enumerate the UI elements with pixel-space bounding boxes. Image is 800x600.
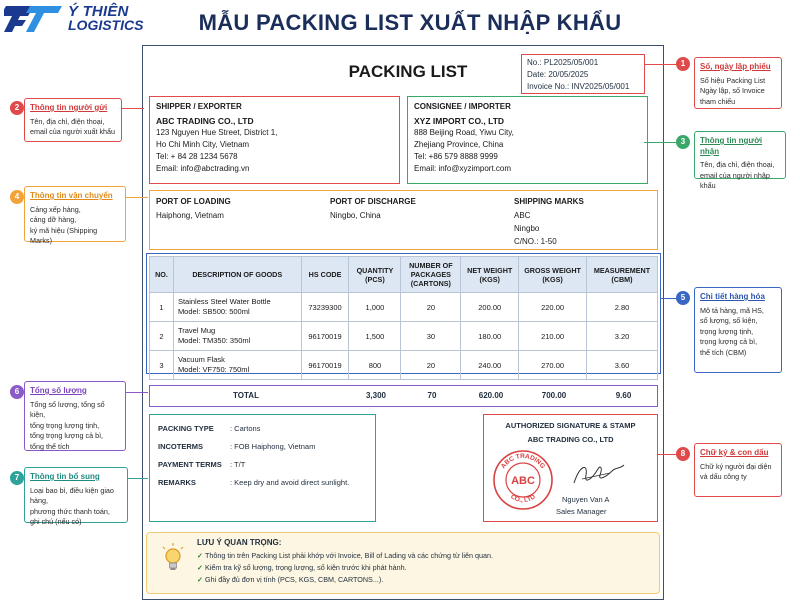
term-payment: [158, 459, 367, 477]
document-number: No.: PL2025/05/001: [527, 58, 599, 67]
cell-description-line-2: Model: VF750: 750ml: [177, 365, 250, 374]
consignee-email: Email: info@xyzimport.com: [414, 164, 512, 173]
shipper-tel: Tel: + 84 28 1234 5678: [156, 152, 238, 161]
logo-mark-icon: [4, 2, 64, 36]
callout-doc-number: [694, 57, 782, 109]
consignee-header: CONSIGNEE / IMPORTER: [414, 102, 511, 111]
callout-text-2: tổng trọng lượng tịnh,: [30, 420, 100, 430]
callout-title: Thông tin người nhận: [700, 136, 763, 156]
term-key: INCOTERMS: [158, 442, 203, 451]
cell-gross-weight: 220.00: [519, 293, 587, 322]
cell-packages: 30: [401, 322, 461, 351]
callout-text-2: và dấu công ty: [700, 472, 747, 481]
term-key: REMARKS: [158, 478, 196, 487]
cell-no: 2: [150, 322, 174, 351]
callout-text-3: tham chiếu: [700, 96, 736, 106]
callout-title: Thông tin người gửi: [30, 103, 108, 112]
col-header-packages: [401, 257, 461, 293]
cell-description-line-2: Model: SB500: 500ml: [177, 307, 250, 316]
consignee-name: XYZ IMPORT CO., LTD: [414, 116, 505, 126]
page-title: MẪU PACKING LIST XUẤT NHẬP KHẨU: [198, 10, 622, 35]
shipper-name: ABC TRADING CO., LTD: [156, 116, 254, 126]
signer-role: Sales Manager: [556, 507, 607, 516]
total-net-weight: 620.00: [478, 391, 504, 400]
callout-text-2: cảng dỡ hàng,: [30, 215, 77, 224]
lightbulb-icon: [161, 543, 185, 573]
callout-number-4: 4: [10, 190, 24, 204]
important-notes-box: [146, 532, 660, 594]
cell-description-line-2: Model: TM350: 350ml: [177, 336, 251, 345]
shipper-header: SHIPPER / EXPORTER: [156, 102, 242, 111]
callout-text-5: thể tích (CBM): [700, 347, 747, 357]
connector-line-2: [122, 108, 144, 109]
callout-additional-info: [24, 467, 128, 526]
callout-text-2: phương thức thanh toán,: [30, 506, 110, 516]
cell-hs-code: 73239300: [301, 293, 349, 322]
col-header-quantity-unit: (PCS): [365, 274, 385, 284]
col-header-gross-weight-unit: (KGS): [542, 274, 563, 284]
cell-quantity: 1,000: [349, 293, 401, 322]
port-of-discharge: [330, 195, 416, 222]
cell-description: [173, 351, 301, 380]
total-label: TOTAL: [233, 391, 259, 400]
callout-text-1: Cảng xếp hàng,: [30, 204, 81, 214]
consignee-box: [407, 96, 648, 184]
document-date: Date: 20/05/2025: [527, 70, 589, 79]
consignee-address-2: Zhejiang Province, China: [414, 140, 504, 149]
additional-info-box: [149, 414, 376, 522]
cell-description-line-1: Travel Mug: [177, 326, 216, 335]
connector-line-1: [644, 64, 678, 65]
total-quantity: 3,300: [365, 391, 387, 400]
svg-text:CO., LTD: CO., LTD: [509, 493, 537, 505]
callout-number-2: 2: [10, 101, 24, 115]
callout-shipper: [24, 98, 122, 142]
col-header-measurement: [586, 257, 657, 293]
shipping-marks-line-2: Ningbo: [514, 224, 540, 233]
col-header-net-weight-unit: (KGS): [479, 274, 500, 284]
term-value: : Cartons: [230, 424, 261, 433]
callout-goods-details: [694, 287, 782, 373]
term-value: : FOB Haiphong, Vietnam: [230, 442, 316, 451]
callout-text-1: Tổng số lượng, tổng số kiện,: [30, 399, 105, 419]
cell-quantity: 800: [349, 351, 401, 380]
table-row: [150, 322, 658, 351]
cell-net-weight: 180.00: [461, 322, 519, 351]
table-header-row: [150, 257, 658, 293]
col-header-packages-label-2: PACKAGES: [410, 270, 451, 279]
cell-hs-code: 96170019: [301, 322, 349, 351]
shipping-marks-line-1: ABC: [514, 211, 531, 220]
callout-text-3: trọng lượng tịnh,: [700, 326, 754, 336]
total-row: [149, 385, 658, 407]
notes-list: [197, 550, 493, 586]
cell-description-line-1: Vacuum Flask: [177, 355, 225, 364]
shipper-address-1: 123 Nguyen Hue Street, District 1,: [156, 128, 278, 137]
callout-number-1: 1: [676, 57, 690, 71]
callout-consignee: [694, 131, 786, 190]
col-header-measurement-label: MEASUREMENT: [593, 265, 651, 275]
port-of-discharge-value: Ningbo, China: [330, 211, 381, 220]
connector-line-3: [644, 142, 678, 143]
term-key: PAYMENT TERMS: [158, 460, 222, 469]
port-of-discharge-header: PORT OF DISCHARGE: [330, 197, 416, 206]
callout-shipping: [24, 186, 126, 245]
document-info-box: [521, 54, 645, 94]
connector-line-6: [126, 392, 148, 393]
col-header-quantity: [349, 257, 401, 293]
signature-box: [483, 414, 658, 522]
callout-text-1: Tên, địa chỉ, điện thoại,: [700, 160, 775, 169]
cell-measurement: 3.20: [586, 322, 657, 351]
col-header-gross-weight-label: GROSS WEIGHT: [524, 265, 581, 275]
term-value: : T/T: [230, 460, 246, 469]
callout-text-1: Mô tả hàng, mã HS,: [700, 305, 764, 315]
signature-header: AUTHORIZED SIGNATURE & STAMP: [505, 421, 636, 430]
callout-number-8: 8: [676, 447, 690, 461]
callout-title: Thông tin bổ sung: [30, 472, 100, 481]
callout-number-5: 5: [676, 291, 690, 305]
callout-text-1: Loại bao bì, điều kiện giao hàng,: [30, 485, 114, 505]
cell-description: [173, 322, 301, 351]
goods-table: [149, 256, 658, 380]
signature-company: ABC TRADING CO., LTD: [527, 435, 614, 444]
callout-text-1: Chữ ký người đại diện: [700, 461, 772, 471]
term-remarks: [158, 477, 367, 495]
connector-line-4: [126, 197, 148, 198]
port-of-loading-header: PORT OF LOADING: [156, 197, 231, 206]
callout-title: Tổng số lượng: [30, 386, 87, 395]
callout-text-4: trọng lượng cả bì,: [700, 337, 758, 346]
term-packing-type: [158, 423, 367, 441]
callout-text-4: tổng thể tích: [30, 441, 70, 451]
callout-text-3: tổng trọng lượng cả bì,: [30, 431, 104, 440]
cell-net-weight: 240.00: [461, 351, 519, 380]
shipper-address-2: Ho Chi Minh City, Vietnam: [156, 140, 250, 149]
cell-description: [173, 293, 301, 322]
total-packages: 70: [427, 391, 437, 400]
connector-line-8: [658, 454, 678, 455]
port-of-loading: [156, 195, 231, 222]
callout-text-3: ký mã hiệu (Shipping Marks): [30, 225, 98, 245]
col-header-net-weight: [461, 257, 519, 293]
cell-no: 1: [150, 293, 174, 322]
callout-title: Thông tin vận chuyển: [30, 191, 113, 200]
port-of-loading-value: Haiphong, Vietnam: [156, 211, 224, 220]
shipper-email: Email: info@abctrading.vn: [156, 164, 250, 173]
list-item: ✓ Ghi đầy đủ đơn vị tính (PCS, KGS, CBM, CARTONS...).: [197, 574, 493, 586]
consignee-tel: Tel: +86 579 8888 9999: [414, 152, 498, 161]
col-header-quantity-label: QUANTITY: [356, 265, 394, 275]
term-incoterms: [158, 441, 367, 459]
cell-hs-code: 96170019: [301, 351, 349, 380]
cell-description-line-1: Stainless Steel Water Bottle: [177, 297, 271, 306]
col-header-description: DESCRIPTION OF GOODS: [173, 257, 301, 293]
callout-text-3: ghi chú (nếu có): [30, 517, 82, 526]
callout-text-1: Số hiệu Packing List: [700, 75, 766, 85]
term-value: : Keep dry and avoid direct sunlight.: [230, 478, 350, 487]
svg-text:ABC: ABC: [511, 475, 535, 487]
cell-packages: 20: [401, 293, 461, 322]
col-header-packages-unit: (CARTONS): [410, 279, 451, 288]
logo-text-line1: Ý THIÊN: [68, 3, 129, 20]
cell-measurement: 3.60: [586, 351, 657, 380]
company-stamp-icon: [492, 449, 554, 511]
list-item: ✓ Kiểm tra kỹ số lượng, trọng lượng, số kiện trước khi phát hành.: [197, 562, 493, 574]
term-key: PACKING TYPE: [158, 424, 214, 433]
document-title: PACKING LIST: [348, 62, 468, 81]
callout-text-2: email của người nhập khẩu: [700, 170, 770, 190]
callout-number-6: 6: [10, 385, 24, 399]
callout-title: Chi tiết hàng hóa: [700, 292, 765, 301]
cell-gross-weight: 210.00: [519, 322, 587, 351]
callout-text-2: số lượng, số kiện,: [700, 316, 758, 325]
shipping-marks-line-3: C/NO.: 1-50: [514, 237, 557, 246]
notes-header: LƯU Ý QUAN TRỌNG:: [197, 538, 282, 547]
col-header-gross-weight: [519, 257, 587, 293]
svg-text:ABC TRADING: ABC TRADING: [499, 452, 547, 471]
signature-scribble-icon: [570, 457, 630, 491]
table-row: [150, 351, 658, 380]
cell-gross-weight: 270.00: [519, 351, 587, 380]
callout-number-7: 7: [10, 471, 24, 485]
logo-text-line2: LOGISTICS: [68, 17, 144, 33]
connector-line-7: [126, 478, 148, 479]
invoice-number: Invoice No.: INV2025/05/001: [527, 82, 630, 91]
callout-signature: [694, 443, 782, 497]
callout-number-3: 3: [676, 135, 690, 149]
packing-list-document: [142, 45, 664, 600]
list-item: ✓ Thông tin trên Packing List phải khớp với Invoice, Bill of Lading và các chứng từ liên quan.: [197, 550, 493, 562]
col-header-packages-label-1: NUMBER OF: [409, 261, 453, 270]
callout-title: Số, ngày lập phiếu: [700, 62, 771, 71]
col-header-no: NO.: [150, 257, 174, 293]
callout-totals: [24, 381, 126, 451]
table-row: [150, 293, 658, 322]
callout-title: Chữ ký & con dấu: [700, 448, 769, 457]
cell-measurement: 2.80: [586, 293, 657, 322]
shipping-marks: [514, 195, 584, 248]
shipper-box: [149, 96, 400, 184]
cell-net-weight: 200.00: [461, 293, 519, 322]
total-measurement: 9.60: [615, 391, 632, 400]
consignee-address-1: 888 Beijing Road, Yiwu City,: [414, 128, 514, 137]
callout-text-1: Tên, địa chỉ, điện thoại,: [30, 116, 105, 126]
total-gross-weight: 700.00: [541, 391, 567, 400]
company-logo: [4, 2, 174, 36]
shipping-info-box: [149, 190, 658, 250]
cell-no: 3: [150, 351, 174, 380]
shipping-marks-header: SHIPPING MARKS: [514, 197, 584, 206]
col-header-hs-code: HS CODE: [301, 257, 349, 293]
callout-text-2: email của người xuất khẩu: [30, 127, 116, 136]
cell-quantity: 1,500: [349, 322, 401, 351]
signer-name: Nguyen Van A: [562, 495, 610, 504]
cell-packages: 20: [401, 351, 461, 380]
col-header-measurement-unit: (CBM): [611, 274, 633, 284]
callout-text-2: Ngày lập, số Invoice: [700, 86, 765, 95]
col-header-net-weight-label: NET WEIGHT: [467, 265, 513, 275]
